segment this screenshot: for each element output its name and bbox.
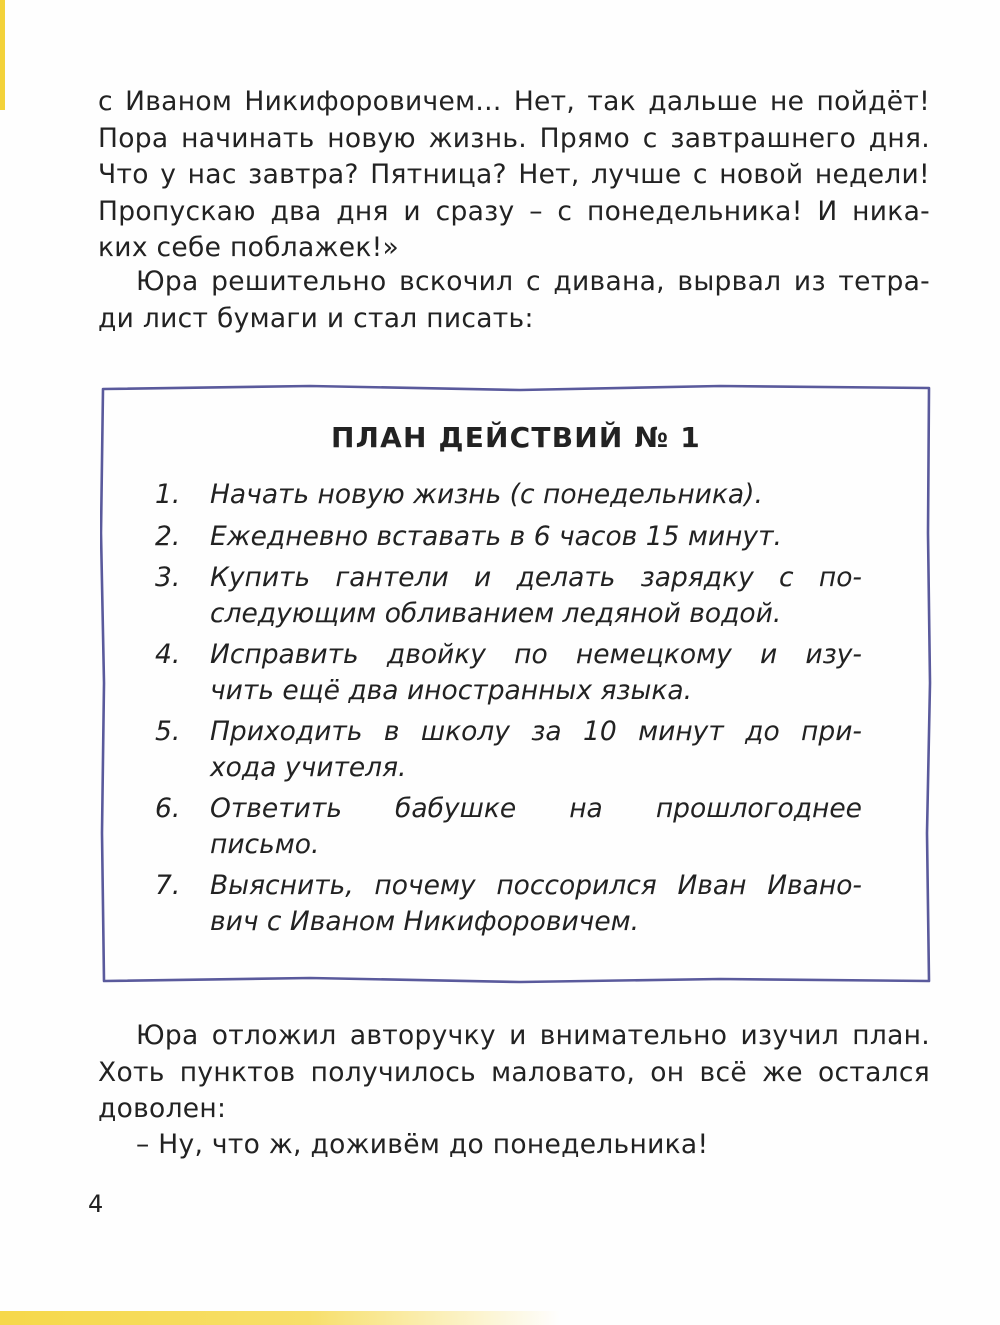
plan-item-line: Приходить в школу за 10 минут до при- bbox=[210, 716, 862, 747]
plan-item-line: Ответить бабушке на прошлогоднее bbox=[210, 793, 862, 824]
plan-item-2 bbox=[155, 519, 862, 555]
text-line: с Иваном Никифоровичем... Нет, так дальше не пойдёт! bbox=[98, 86, 930, 117]
text-line: доволен: bbox=[98, 1093, 227, 1125]
plan-item-number: 2. bbox=[155, 520, 181, 552]
action-plan-box bbox=[100, 383, 932, 985]
plan-item-number: 7. bbox=[155, 870, 181, 901]
text-line: ди лист бумаги и стал писать: bbox=[98, 302, 534, 334]
plan-list bbox=[155, 477, 862, 945]
plan-item-6 bbox=[155, 791, 862, 862]
yellow-edge-decoration bbox=[0, 0, 5, 110]
paragraph-2 bbox=[98, 264, 930, 337]
text-line: Юра отложил авторучку и внимательно изучил план. bbox=[136, 1020, 930, 1051]
text-line: Хоть пунктов получилось маловато, он всё же остался bbox=[98, 1056, 930, 1088]
plan-item-number: 1. bbox=[155, 479, 181, 510]
plan-item-5 bbox=[155, 714, 862, 785]
text-line: Что у нас завтра? Пятница? Нет, лучше с новой недели! bbox=[98, 159, 930, 191]
plan-item-1 bbox=[155, 477, 862, 513]
plan-item-number: 6. bbox=[155, 793, 181, 824]
plan-item-number: 5. bbox=[155, 716, 181, 747]
paragraph-1 bbox=[98, 84, 930, 267]
plan-item-3 bbox=[155, 560, 862, 631]
plan-item-number: 4. bbox=[155, 639, 181, 670]
plan-item-4 bbox=[155, 637, 862, 708]
plan-item-line: Выяснить, почему поссорился Иван Ивано- bbox=[210, 870, 862, 901]
plan-item-line: чить ещё два иностранных языка. bbox=[210, 674, 693, 706]
page-number: 4 bbox=[88, 1190, 104, 1218]
plan-item-line: хода учителя. bbox=[210, 751, 407, 783]
plan-item-line: письмо. bbox=[210, 828, 320, 860]
text-line: Пора начинать новую жизнь. Прямо с завтрашнего дня. bbox=[98, 122, 930, 154]
text-line: – Ну, что ж, доживём до понедельника! bbox=[136, 1129, 709, 1160]
plan-item-number: 3. bbox=[155, 562, 181, 593]
text-line: Пропускаю два дня и сразу – с понедельника! И ника- bbox=[98, 195, 930, 227]
plan-item-7 bbox=[155, 868, 862, 939]
plan-item-line: Исправить двойку по немецкому и изу- bbox=[210, 639, 862, 670]
plan-item-line: следующим обливанием ледяной водой. bbox=[210, 597, 782, 629]
paragraph-4-dialogue bbox=[98, 1127, 930, 1164]
plan-item-line: Купить гантели и делать зарядку с по- bbox=[210, 562, 862, 593]
paragraph-3 bbox=[98, 1018, 930, 1128]
yellow-bottom-decoration bbox=[0, 1311, 560, 1325]
plan-item-line: Начать новую жизнь (с понедельника). bbox=[210, 479, 763, 510]
text-line: Юра решительно вскочил с дивана, вырвал из тетра- bbox=[136, 266, 930, 297]
plan-item-line: вич с Иваном Никифоровичем. bbox=[210, 905, 640, 937]
plan-item-line: Ежедневно вставать в 6 часов 15 минут. bbox=[210, 520, 782, 552]
text-line: ких себе поблажек!» bbox=[98, 232, 400, 264]
plan-title: ПЛАН ДЕЙСТВИЙ № 1 bbox=[331, 421, 701, 454]
